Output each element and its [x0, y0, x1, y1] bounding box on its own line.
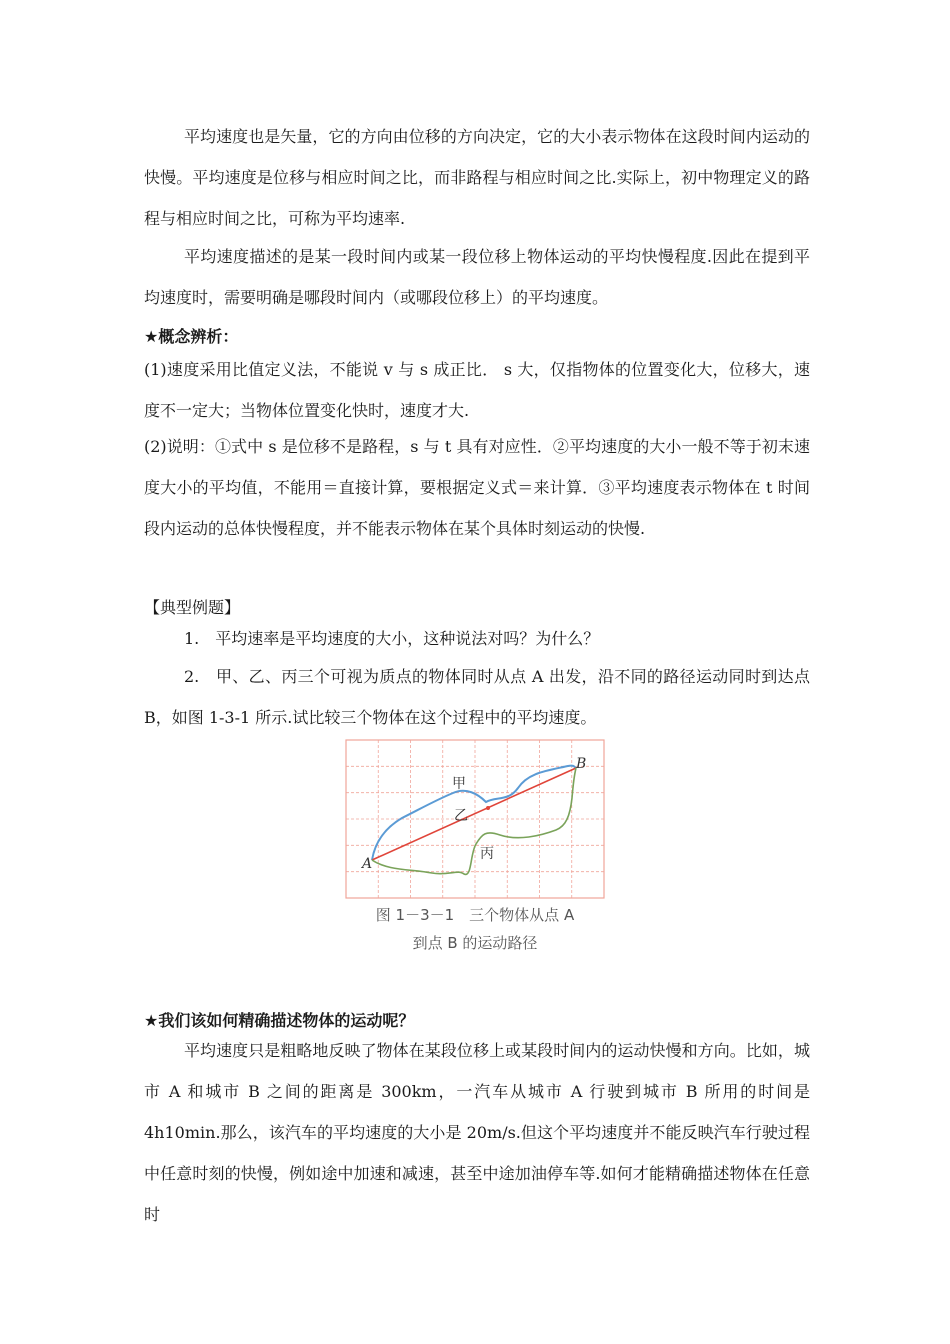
- point-b-label: B: [576, 756, 587, 772]
- paragraph-average-velocity-description: 平均速度描述的是某一段时间内或某一段位移上物体运动的平均快慢程度.因此在提到平均速度时，需要明确是哪段时间内（或哪段位移上）的平均速度。: [144, 247, 810, 307]
- point-a-label: A: [362, 856, 373, 872]
- motion-paths-diagram: [340, 738, 610, 903]
- path-bing: [372, 768, 576, 874]
- path-yi: [372, 768, 576, 860]
- path-jia-label: 甲: [452, 776, 466, 792]
- section-heading: ★我们该如何精确描述物体的运动呢？: [144, 1011, 415, 1030]
- concept-point-2: (2)说明：①式中 s 是位移不是路程，s 与 t 具有对应性．②平均速度的大小一般不等于初末速度大小的平均值，不能用＝直接计算，要根据定义式＝来计算．③平均速度表示物体在 t 时间段内运动的总体快慢程度，并不能表示物体在某个具体时刻运动的快慢.: [144, 437, 810, 538]
- example-question-2: 2. 甲、乙、丙三个可视为质点的物体同时从点 A 出发，沿不同的路径运动同时到达点 B，如图 1-3-1 所示.试比较三个物体在这个过程中的平均速度。: [144, 667, 810, 727]
- examples-heading: 【典型例题】: [144, 598, 241, 617]
- concept-heading: ★概念辨析：: [144, 327, 239, 346]
- path-yi-label: 乙: [454, 808, 468, 824]
- figure-1-3-1: [340, 738, 610, 960]
- grid: [346, 740, 604, 898]
- example-question-1: 1. 平均速率是平均速度的大小，这种说法对吗？为什么？: [184, 629, 600, 648]
- path-yi-marker: [486, 806, 490, 810]
- paragraph-precise-motion: 平均速度只是粗略地反映了物体在某段位移上或某段时间内的运动快慢和方向。比如，城市 A 和城市 B 之间的距离是 300km，一汽车从城市 A 行驶到城市 B 所用的时间是 4h10min.那么，该汽车的平均速度的大小是 20m/s.但这个平均速度并不能反映汽车行驶过程中任意时刻的快慢，例如途中加速和减速，甚至中途加油停车等.如何才能精确描述物体在任意时: [144, 1041, 810, 1224]
- figure-caption-line-1: 图 1－3－1 三个物体从点 A: [375, 906, 575, 924]
- path-bing-label: 丙: [480, 846, 494, 862]
- paragraph-average-velocity-vector: 平均速度也是矢量，它的方向由位移的方向决定，它的大小表示物体在这段时间内运动的快慢。平均速度是位移与相应时间之比，而非路程与相应时间之比.实际上，初中物理定义的路程与相应时间之比，可称为平均速率.: [144, 127, 810, 228]
- concept-point-1: (1)速度采用比值定义法，不能说 v 与 s 成正比． s 大，仅指物体的位置变化大，位移大，速度不一定大；当物体位置变化快时，速度才大.: [144, 360, 810, 420]
- figure-caption-line-2: 到点 B 的运动路径: [412, 934, 538, 952]
